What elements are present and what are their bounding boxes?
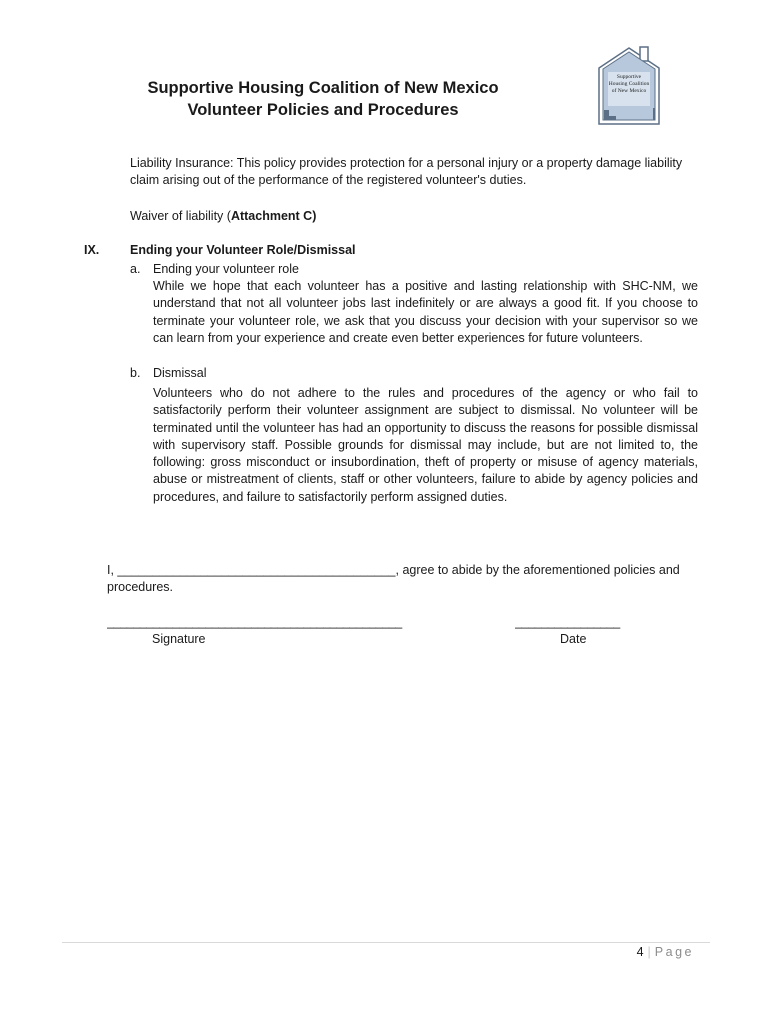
logo-text-line: Supportive — [616, 74, 642, 80]
section-number: IX. — [84, 243, 100, 257]
list-item-text-dismissal: Volunteers who do not adhere to the rules and procedures of the agency or who fail to satisfactorily perform their volunteer assignment are subject to dismissal. No volunteer will be terminated until the volunteer has had an opportunity to discuss the reasons for possible dismissal with supervisory staff. Possible grounds for dismissal may include, but are not limited to, the following: gross misconduct or insubordination, theft of property or misuse of agency materials, abuse or mistreatment of clients, staff or other volunteers, failure to abide by agency policies and procedures, and failure to satisfactorily perform assigned duties. — [153, 386, 698, 504]
list-item-label-dismissal: Dismissal — [153, 366, 207, 380]
list-marker-a: a. — [130, 262, 141, 276]
list-item-text-ending-role: While we hope that each volunteer has a positive and lasting relationship with SHC-NM, we understand that not all volunteer jobs last indefinitely or are always a good fit. If you choose to terminate your volunteer role, we ask that you discuss your decision with your supervisor so we can learn from your experience and create even better experiences for future volunteers. — [153, 279, 698, 345]
list-marker-b: b. — [130, 366, 141, 380]
page-word: Page — [654, 945, 694, 959]
footer-divider — [62, 942, 710, 943]
title-organization: Supportive Housing Coalition of New Mexico — [147, 79, 499, 97]
name-blank-field[interactable]: ________________________________________ — [117, 563, 396, 577]
page-footer — [560, 945, 694, 959]
signature-label: Signature — [152, 632, 206, 646]
page-number: 4 — [636, 945, 644, 959]
waiver-attachment-reference: Attachment C) — [230, 209, 317, 223]
document-title — [90, 77, 556, 121]
list-item-label-ending-role: Ending your volunteer role — [153, 262, 299, 276]
section-title: Ending your Volunteer Role/Dismissal — [130, 243, 356, 257]
ack-suffix: , agree to abide by the aforementioned policies and procedures. — [107, 563, 680, 595]
title-subtitle: Volunteer Policies and Procedures — [187, 101, 459, 119]
date-field[interactable]: ________________ — [515, 615, 620, 629]
logo-text-line: Housing Coalition — [608, 81, 650, 87]
footer-separator: | — [647, 945, 651, 959]
waiver-text: Waiver of liability ( — [130, 209, 231, 223]
date-label: Date — [560, 632, 587, 646]
liability-insurance-paragraph: Liability Insurance: This policy provides protection for a personal injury or a property damage liability claim arising out of the performance of the registered volunteer's duties. — [130, 156, 683, 188]
acknowledgement-statement — [107, 562, 697, 597]
ack-prefix: I, — [107, 563, 118, 577]
logo-text-line: of New Mexico — [611, 88, 647, 94]
waiver-of-liability — [130, 208, 705, 225]
signature-field[interactable]: _____________________________________________ — [107, 615, 402, 629]
logo-text — [605, 74, 653, 95]
organization-logo — [596, 44, 662, 126]
